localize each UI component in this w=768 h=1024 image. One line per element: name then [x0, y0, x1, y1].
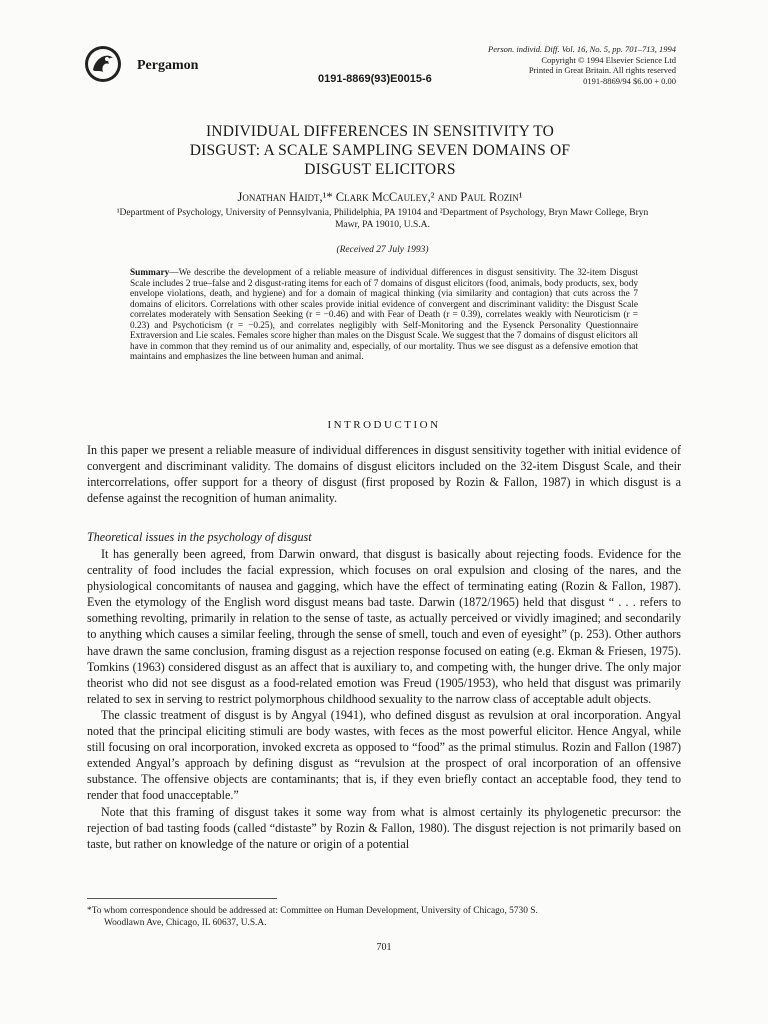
article-summary	[130, 268, 638, 363]
author-affiliation: ¹Department of Psychology, University of Pennsylvania, Philidelphia, PA 19104 and ²Department of Psychology, Bryn Mawr College, Bryn Mawr, PA 19010, U.S.A.	[116, 208, 649, 230]
author-list: Jonathan Haidt,¹* Clark McCauley,² and Paul Rozin¹	[237, 190, 523, 204]
footnote-divider	[87, 898, 277, 899]
title-line: DISGUST: A SCALE SAMPLING SEVEN DOMAINS OF	[189, 142, 571, 159]
title-line: DISGUST ELICITORS	[304, 161, 456, 178]
pubinfo-line: 0191-8869/94 $6.00 + 0.00	[583, 75, 676, 86]
pubinfo-line: Printed in Great Britain. All rights reserved	[528, 65, 676, 75]
received-date: (Received 27 July 1993)	[336, 245, 429, 255]
pergamon-logo-icon	[83, 44, 123, 84]
title-line: INDIVIDUAL DIFFERENCES IN SENSITIVITY TO	[205, 123, 555, 140]
intro-paragraph: In this paper we present a reliable measure of individual differences in disgust sensitivity together with initial evidence of convergent and discriminant validity. The domains of disgust elicitors included on the 32-item Disgust Scale, and their intercorrelations, offer support for a theory of disgust (first proposed by Rozin & Fallon, 1987) in which disgust is a defense against the recognition of human animality.	[87, 443, 681, 506]
article-doi: 0191-8869(93)E0015-6	[318, 73, 432, 85]
subsection-heading: Theoretical issues in the psychology of disgust	[87, 530, 312, 544]
pubinfo-line: Person. individ. Diff. Vol. 16, No. 5, pp. 701–713, 1994	[488, 44, 676, 54]
page-number: 701	[376, 942, 392, 953]
body-text	[87, 546, 681, 852]
body-paragraph: Note that this framing of disgust takes it some way from what is almost certainly its phylogenetic precursor: the rejection of bad tasting foods (called “distaste” by Rozin & Fallon, 1980). The disgust rejection is not primarily based on taste, but rather on knowledge of the nature or origin of a potential	[87, 804, 681, 851]
footnote-line: *To whom correspondence should be addressed at: Committee on Human Development, University of Chicago, 5730 S.	[87, 906, 538, 916]
pubinfo-line: Copyright © 1994 Elsevier Science Ltd	[541, 54, 676, 65]
summary-label: Summary	[130, 268, 170, 278]
section-heading-introduction: INTRODUCTION	[327, 419, 441, 431]
publisher-name: Pergamon	[137, 58, 199, 73]
body-paragraph: It has generally been agreed, from Darwin onward, that disgust is basically about rejecting foods. Evidence for the centrality of food includes the facial expression, which focuses on oral expulsion and closing of the nares, and the physiological concomitants of nausea and gagging, which have the effect of terminating eating (Rozin & Fallon, 1987). Even the etymology of the English word disgust means bad taste. Darwin (1872/1965) held that disgust “ . . . refers to something revolting, primarily in relation to the sense of taste, as actually perceived or vividly imagined; and secondarily to anything which causes a similar feeling, through the sense of smell, touch and even of eyesight” (p. 253). Other authors have drawn the same conclusion, framing disgust as a rejection response focused on eating (e.g. Ekman & Friesen, 1975). Tomkins (1963) considered disgust as an affect that is auxiliary to, and competing with, the hunger drive. The only major theorist who did not see disgust as a food-related emotion was Freud (1905/1953), who held that disgust was primarily related to sex in serving to restrict polymorphous childhood sexuality to the narrow class of acceptable adult objects.	[87, 547, 681, 706]
article-title	[140, 122, 620, 179]
summary-text: —We describe the development of a reliable measure of individual differences in disgust sensitivity. The 32-item Disgust Scale includes 2 true–false and 2 disgust-rating items for each of 7 domains of disgust elicitors (food, animals, body products, sex, body envelope violations, death, and hygiene) and for a domain of magical thinking (via similarity and contagion) that cuts across the 7 domains of elicitors. Correlations with other scales provide initial evidence of convergent and discriminant validity: the Disgust Scale correlates moderately with Sensation Seeking (r = −0.46) and with Fear of Death (r = 0.39), correlates weakly with Neuroticism (r = 0.23) and Psychoticism (r = −0.25), and correlates negligibly with Self-Monitoring and the Eysenck Personality Questionnaire Extraversion and Lie scales. Females score higher than males on the Disgust Scale. We suggest that the 7 domains of disgust elicitors all have in common that they remind us of our animality and, especially, of our mortality. Thus we see disgust as a defensive emotion that maintains and emphasizes the line between human and animal.	[130, 268, 638, 362]
publication-info	[416, 44, 676, 86]
correspondence-footnote	[87, 906, 681, 929]
footnote-line: Woodlawn Ave, Chicago, IL 60637, U.S.A.	[104, 917, 267, 928]
body-paragraph: The classic treatment of disgust is by Angyal (1941), who defined disgust as revulsion at oral incorporation. Angyal noted that the principal eliciting stimuli are body wastes, with feces as the most powerful elicitor. Hence Angyal, while still focusing on oral incorporation, invoked excreta as opposed to “food” as the primal stimulus. Rozin and Fallon (1987) extended Angyal’s approach by defining disgust as “revulsion at the prospect of oral incorporation of an offensive substance. The offensive objects are contaminants; that is, if they even briefly contact an acceptable food, they tend to render that food unacceptable.”	[87, 707, 681, 803]
